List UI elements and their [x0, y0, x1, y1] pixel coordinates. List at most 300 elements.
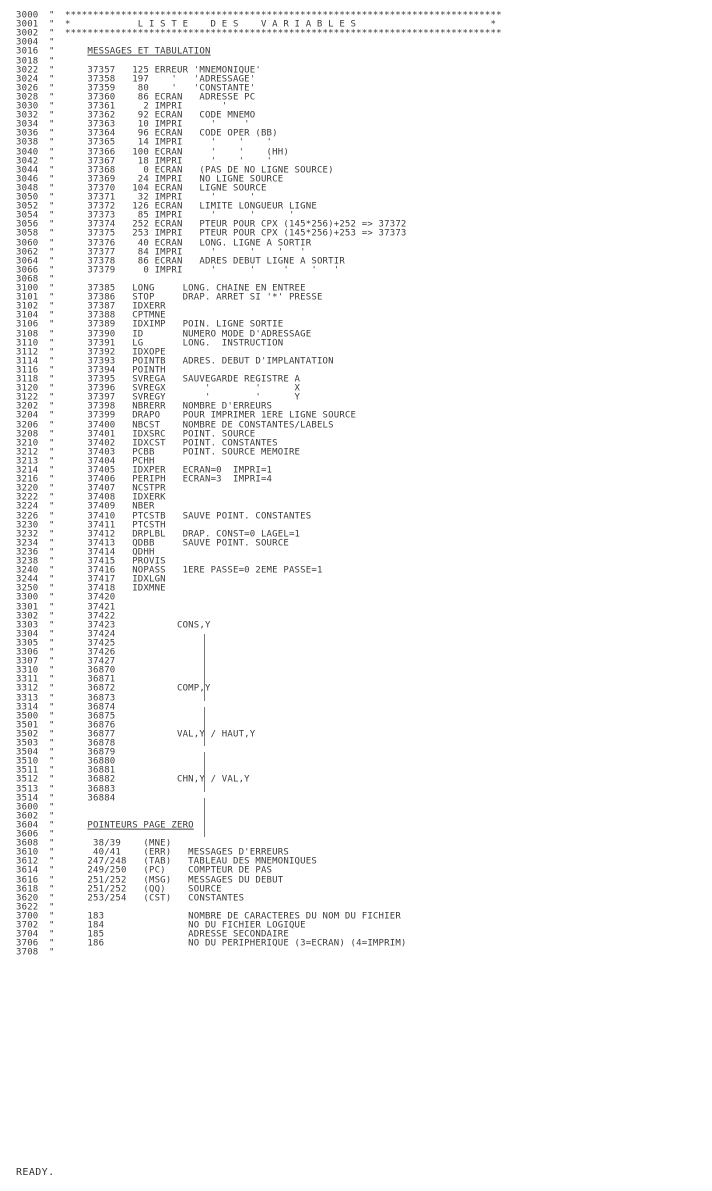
line-number: 3102 — [16, 302, 39, 312]
quote-mark: " — [49, 83, 55, 94]
quote-mark: " — [49, 511, 55, 522]
quote-mark: " — [49, 611, 55, 622]
listing-line — [16, 340, 283, 349]
quote-mark: " — [49, 839, 55, 849]
line-number: 3608 — [16, 839, 39, 849]
listing-line — [16, 440, 278, 449]
line-text: 37379 0 IMPRI ' ' ' ' ' — [87, 265, 340, 276]
line-text: 37375 253 IMPRI PTEUR POUR CPX (145*256)+253 => 37373 — [87, 229, 407, 239]
listing-line — [16, 503, 155, 512]
line-number: 3234 — [16, 538, 39, 549]
line-text: 185 ADRESSE SECONDAIRE — [87, 930, 289, 940]
quote-mark: " — [49, 365, 55, 376]
listing-line — [16, 349, 166, 358]
line-number: 3016 — [16, 47, 39, 57]
quote-mark: " — [49, 20, 55, 30]
line-number: 3602 — [16, 811, 39, 822]
line-number: 3112 — [16, 347, 39, 358]
line-number: 3048 — [16, 183, 39, 194]
line-text: 37404 PCHH — [87, 456, 155, 467]
quote-mark: " — [49, 447, 55, 458]
group-bracket — [204, 752, 205, 792]
line-number: 3050 — [16, 193, 39, 203]
listing-line — [16, 167, 334, 176]
line-text: 37367 18 IMPRI ' ' ' — [87, 156, 273, 167]
quote-mark: " — [49, 156, 55, 167]
line-number: 3042 — [16, 156, 39, 167]
line-number: 3204 — [16, 411, 39, 421]
line-text: 37378 86 ECRAN ADRES DEBUT LIGNE A SORTIR — [87, 256, 345, 267]
line-number: 3101 — [16, 293, 39, 303]
listing-line — [16, 48, 211, 57]
listing-line — [16, 431, 255, 440]
listing-line — [16, 622, 211, 631]
quote-mark: " — [49, 47, 55, 57]
listing-line — [16, 531, 300, 540]
line-number: 3244 — [16, 575, 39, 585]
quote-mark: " — [49, 720, 55, 731]
line-text: 40/41 (ERR) MESSAGES D'ERREURS — [87, 848, 289, 858]
quote-mark: " — [49, 147, 55, 158]
line-number: 3022 — [16, 65, 39, 76]
quote-mark: " — [49, 11, 55, 21]
ready-prompt: READY. — [16, 1167, 55, 1178]
line-number: 3226 — [16, 511, 39, 522]
listing-line — [16, 949, 87, 958]
line-number: 3044 — [16, 165, 39, 176]
line-text: 37357 125 ERREUR 'MNEMONIQUE' — [87, 65, 261, 76]
quote-mark: " — [49, 948, 55, 958]
line-text: 186 NO DU PERIPHERIQUE (3=ECRAN) (4=IMPRIM) — [87, 939, 407, 949]
quote-mark: " — [49, 593, 55, 603]
line-number: 3038 — [16, 138, 39, 148]
quote-mark: " — [49, 584, 55, 594]
quote-mark: " — [49, 420, 55, 431]
listing-line — [16, 358, 334, 367]
line-number: 3068 — [16, 274, 39, 285]
line-text: 37359 80 ' 'CONSTANTE' — [87, 83, 256, 94]
listing-line — [16, 321, 283, 330]
line-number: 3702 — [16, 921, 39, 931]
line-text: 37406 PERIPH ECRAN=3 IMPRI=4 — [87, 475, 273, 485]
line-number: 3303 — [16, 620, 39, 631]
quote-mark: " — [49, 684, 55, 694]
line-text: 36874 — [87, 702, 116, 713]
quote-mark: " — [49, 775, 55, 785]
line-number: 3064 — [16, 256, 39, 267]
listing-line — [16, 604, 115, 613]
line-text: 253/254 (CST) CONSTANTES — [87, 893, 245, 904]
quote-mark: " — [49, 174, 55, 185]
line-number: 3206 — [16, 420, 39, 431]
quote-mark: " — [49, 638, 55, 649]
section-heading: MESSAGES ET TABULATION — [87, 47, 211, 57]
quote-mark: " — [49, 793, 55, 804]
quote-mark: " — [49, 138, 55, 148]
line-number: 3106 — [16, 320, 39, 330]
line-text: 37394 POINTH — [87, 365, 166, 376]
quote-mark: " — [49, 902, 55, 913]
listing-line — [16, 249, 306, 258]
quote-mark: " — [49, 356, 55, 367]
line-text: 37370 104 ECRAN LIGNE SOURCE — [87, 183, 267, 194]
quote-mark: " — [49, 120, 55, 130]
line-text: 249/250 (PC) COMPTEUR DE PAS — [87, 866, 273, 876]
quote-mark: " — [49, 757, 55, 767]
line-text: 37422 — [87, 611, 116, 622]
quote-mark: " — [49, 211, 55, 221]
line-number: 3100 — [16, 284, 39, 294]
listing-line — [16, 867, 272, 876]
quote-mark: " — [49, 411, 55, 421]
quote-mark: " — [49, 629, 55, 640]
line-text: 36877 VAL,Y / HAUT,Y — [87, 729, 256, 740]
line-number: 3240 — [16, 566, 39, 576]
line-text: 37413 QDBB SAUVE POINT. SOURCE — [87, 538, 289, 549]
line-text: 37424 — [87, 629, 116, 640]
line-number: 3032 — [16, 111, 39, 121]
line-text: 184 NO DU FICHIER LOGIQUE — [87, 921, 306, 931]
line-number: 3110 — [16, 338, 39, 349]
line-text: 37395 SVREGA SAUVEGARDE REGISTRE A — [87, 375, 301, 385]
line-number: 3114 — [16, 356, 39, 367]
quote-mark: " — [49, 820, 55, 831]
line-number: 3066 — [16, 265, 39, 276]
line-number: 3600 — [16, 802, 39, 813]
line-number: 3034 — [16, 120, 39, 130]
line-number: 3001 — [16, 20, 39, 30]
line-number: 3104 — [16, 311, 39, 321]
quote-mark: " — [49, 338, 55, 349]
quote-mark: " — [49, 165, 55, 176]
line-number: 3512 — [16, 775, 39, 785]
quote-mark: " — [49, 502, 55, 512]
line-number: 3312 — [16, 684, 39, 694]
line-number: 3504 — [16, 748, 39, 758]
line-text: ****************************************************************************** — [65, 11, 502, 21]
quote-mark: " — [49, 493, 55, 503]
listing-line — [16, 513, 311, 522]
line-text: 37368 0 ECRAN (PAS DE NO LIGNE SOURCE) — [87, 165, 334, 176]
quote-mark: " — [49, 875, 55, 886]
line-number: 3232 — [16, 529, 39, 540]
line-number: 3238 — [16, 557, 39, 567]
line-text: 36870 — [87, 666, 116, 676]
line-text: 37369 24 IMPRI NO LIGNE SOURCE — [87, 174, 284, 185]
line-number: 3250 — [16, 584, 39, 594]
line-text: * L I S T E D E S V A R I A B L E S * — [65, 20, 497, 30]
line-text: 37426 — [87, 648, 116, 658]
line-number: 3503 — [16, 739, 39, 749]
line-number: 3606 — [16, 830, 39, 840]
quote-mark: " — [49, 384, 55, 394]
line-number: 3060 — [16, 238, 39, 249]
line-text: 37364 96 ECRAN CODE OPER (BB) — [87, 129, 278, 139]
line-text: 37417 IDXLGN — [87, 575, 166, 585]
listing-line — [16, 412, 356, 421]
line-text: 37405 IDXPER ECRAN=0 IMPRI=1 — [87, 466, 273, 476]
line-number: 3314 — [16, 702, 39, 713]
line-text: 37360 86 ECRAN ADRESSE PC — [87, 92, 256, 103]
line-text: 36880 — [87, 757, 116, 767]
line-text: 37358 197 ' 'ADRESSAGE' — [87, 74, 256, 85]
quote-mark: " — [49, 429, 55, 440]
quote-mark: " — [49, 193, 55, 203]
line-number: 3622 — [16, 902, 39, 913]
line-number: 3024 — [16, 74, 39, 85]
quote-mark: " — [49, 311, 55, 321]
line-number: 3313 — [16, 693, 39, 704]
line-number: 3202 — [16, 402, 39, 412]
line-number: 3122 — [16, 393, 39, 403]
line-number: 3212 — [16, 447, 39, 458]
line-number: 3120 — [16, 384, 39, 394]
quote-mark: " — [49, 229, 55, 239]
line-text: 37403 PCBB POINT. SOURCE MEMOIRE — [87, 447, 301, 458]
line-number: 3108 — [16, 329, 39, 340]
listing-line — [16, 294, 323, 303]
line-number: 3062 — [16, 247, 39, 258]
listing-line — [16, 422, 334, 431]
line-number: 3236 — [16, 547, 39, 558]
line-text: 37385 LONG LONG. CHAINE EN ENTREE — [87, 284, 306, 294]
quote-mark: " — [49, 857, 55, 867]
line-text: 37374 252 ECRAN PTEUR POUR CPX (145*256)+252 => 37372 — [87, 220, 407, 230]
line-text: 37386 STOP DRAP. ARRET SI '*' PRESSE — [87, 293, 323, 303]
quote-mark: " — [49, 811, 55, 822]
listing-line — [16, 139, 272, 148]
listing-line — [16, 713, 115, 722]
line-number: 3610 — [16, 848, 39, 858]
quote-mark: " — [49, 729, 55, 740]
listing-line — [16, 76, 255, 85]
quote-mark: " — [49, 866, 55, 876]
line-text: 36872 COMP,Y — [87, 684, 211, 694]
quote-mark: " — [49, 247, 55, 258]
line-number: 3004 — [16, 38, 39, 48]
line-number: 3618 — [16, 884, 39, 895]
quote-mark: " — [49, 848, 55, 858]
line-number: 3513 — [16, 784, 39, 795]
line-number: 3222 — [16, 493, 39, 503]
quote-mark: " — [49, 375, 55, 385]
line-text: 37365 14 IMPRI ' ' ' — [87, 138, 273, 148]
line-text: 37397 SVREGY ' ' Y — [87, 393, 301, 403]
line-number: 3058 — [16, 229, 39, 239]
line-number: 3052 — [16, 202, 39, 212]
quote-mark: " — [49, 202, 55, 212]
quote-mark: " — [49, 766, 55, 776]
quote-mark: " — [49, 702, 55, 713]
line-number: 3230 — [16, 520, 39, 531]
line-number: 3510 — [16, 757, 39, 767]
line-text: 37388 CPTMNE — [87, 311, 166, 321]
line-text: 251/252 (QQ) SOURCE — [87, 884, 222, 895]
quote-mark: " — [49, 547, 55, 558]
listing-line — [16, 230, 407, 239]
line-text: 37416 NOPASS 1ERE PASSE=0 2EME PASSE=1 — [87, 566, 323, 576]
listing-line — [16, 567, 323, 576]
group-bracket — [204, 634, 205, 701]
quote-mark: " — [49, 675, 55, 685]
line-number: 3002 — [16, 29, 39, 39]
line-text: 36875 — [87, 711, 116, 722]
line-number: 3018 — [16, 56, 39, 67]
line-text: 36881 — [87, 766, 116, 776]
line-number: 3306 — [16, 648, 39, 658]
line-number: 3220 — [16, 484, 39, 494]
line-text: 37400 NBCST NOMBRE DE CONSTANTES/LABELS — [87, 420, 334, 431]
quote-mark: " — [49, 284, 55, 294]
listing-line — [16, 795, 115, 804]
line-text: ****************************************************************************** — [65, 29, 502, 39]
line-text: 37371 32 IMPRI ' ' — [87, 193, 256, 203]
listing-line — [16, 895, 244, 904]
line-text: 37373 85 IMPRI ' ' ' — [87, 211, 295, 221]
quote-mark: " — [49, 648, 55, 658]
line-text: 36879 — [87, 748, 116, 758]
quote-mark: " — [49, 802, 55, 813]
line-text: 37377 84 IMPRI ' ' ' ' — [87, 247, 306, 258]
line-number: 3030 — [16, 102, 39, 112]
line-number: 3210 — [16, 438, 39, 449]
line-number: 3000 — [16, 11, 39, 21]
line-number: 3213 — [16, 456, 39, 467]
listing-line — [16, 886, 222, 895]
listing-line — [16, 695, 115, 704]
line-text: 36883 — [87, 784, 116, 795]
quote-mark: " — [49, 320, 55, 330]
quote-mark: " — [49, 538, 55, 549]
quote-mark: " — [49, 939, 55, 949]
line-number: 3224 — [16, 502, 39, 512]
quote-mark: " — [49, 784, 55, 795]
quote-mark: " — [49, 102, 55, 112]
line-text: 37407 NCSTPR — [87, 484, 166, 494]
line-text: 37421 — [87, 602, 116, 613]
listing-line — [16, 30, 502, 39]
line-text: 37393 POINTB ADRES. DEBUT D'IMPLANTATION — [87, 356, 334, 367]
line-text: 37398 NBRERR NOMBRE D'ERREURS — [87, 402, 273, 412]
line-number: 3118 — [16, 375, 39, 385]
quote-mark: " — [49, 183, 55, 194]
line-text: 37363 10 IMPRI ' ' — [87, 120, 250, 130]
line-number: 3310 — [16, 666, 39, 676]
quote-mark: " — [49, 238, 55, 249]
quote-mark: " — [49, 693, 55, 704]
quote-mark: " — [49, 56, 55, 67]
line-number: 3704 — [16, 930, 39, 940]
listing-line — [16, 594, 115, 603]
line-text: 37389 IDXIMP POIN. LIGNE SORTIE — [87, 320, 284, 330]
line-text: 36876 — [87, 720, 116, 731]
listing-line — [16, 804, 87, 813]
line-text: 37361 2 IMPRI ' — [87, 102, 228, 112]
group-bracket — [204, 707, 205, 747]
listing-line — [16, 331, 311, 340]
line-number: 3700 — [16, 911, 39, 922]
quote-mark: " — [49, 38, 55, 48]
line-text: 37391 LG LONG. INSTRUCTION — [87, 338, 284, 349]
quote-mark: " — [49, 739, 55, 749]
quote-mark: " — [49, 402, 55, 412]
group-bracket — [204, 798, 205, 838]
listing-line — [16, 522, 166, 531]
line-text: 37372 126 ECRAN LIMITE LONGUEUR LIGNE — [87, 202, 317, 212]
line-text: 37427 — [87, 657, 116, 667]
line-number: 3208 — [16, 429, 39, 440]
quote-mark: " — [49, 711, 55, 722]
listing-line — [16, 776, 250, 785]
line-text: 37420 — [87, 593, 116, 603]
line-number: 3708 — [16, 948, 39, 958]
quote-mark: " — [49, 602, 55, 613]
quote-mark: " — [49, 456, 55, 467]
quote-mark: " — [49, 884, 55, 895]
quote-mark: " — [49, 557, 55, 567]
line-text: 37418 IDXMNE — [87, 584, 166, 594]
quote-mark: " — [49, 921, 55, 931]
line-number: 3305 — [16, 638, 39, 649]
line-text: 37402 IDXCST POINT. CONSTANTES — [87, 438, 278, 449]
line-number: 3614 — [16, 866, 39, 876]
line-text: 37412 DRPLBL DRAP. CONST=0 LAGEL=1 — [87, 529, 301, 540]
listing-line — [16, 613, 115, 622]
quote-mark: " — [49, 74, 55, 85]
line-number: 3054 — [16, 211, 39, 221]
line-number: 3620 — [16, 893, 39, 904]
listing-line — [16, 258, 345, 267]
line-text: 36871 — [87, 675, 116, 685]
line-number: 3311 — [16, 675, 39, 685]
line-number: 3304 — [16, 629, 39, 640]
quote-mark: " — [49, 666, 55, 676]
line-text: 37409 NBER — [87, 502, 155, 512]
line-number: 3502 — [16, 729, 39, 740]
quote-mark: " — [49, 930, 55, 940]
line-number: 3706 — [16, 939, 39, 949]
line-text: 37366 100 ECRAN ' ' (HH) — [87, 147, 289, 158]
listing-line — [16, 58, 87, 67]
line-text: 37410 PTCSTB SAUVE POINT. CONSTANTES — [87, 511, 312, 522]
line-number: 3612 — [16, 857, 39, 867]
listing-line — [16, 877, 283, 886]
line-text: 37387 IDXERR — [87, 302, 166, 312]
line-number: 3116 — [16, 365, 39, 376]
listing-line — [16, 822, 194, 831]
line-number: 3056 — [16, 220, 39, 230]
listing-line — [16, 158, 272, 167]
line-text: 251/252 (MSG) MESSAGES DU DEBUT — [87, 875, 284, 886]
quote-mark: " — [49, 293, 55, 303]
line-number: 3036 — [16, 129, 39, 139]
quote-mark: " — [49, 393, 55, 403]
line-text: 36882 CHN,Y / VAL,Y — [87, 775, 250, 785]
line-number: 3514 — [16, 793, 39, 804]
quote-mark: " — [49, 575, 55, 585]
line-text: 37411 PTCSTH — [87, 520, 166, 531]
line-text: 37414 QDHH — [87, 547, 155, 558]
quote-mark: " — [49, 466, 55, 476]
line-number: 3028 — [16, 92, 39, 103]
quote-mark: " — [49, 620, 55, 631]
line-number: 3501 — [16, 720, 39, 731]
line-number: 3026 — [16, 83, 39, 94]
listing-line — [16, 149, 289, 158]
line-text: 37415 PROVIS — [87, 557, 166, 567]
quote-mark: " — [49, 329, 55, 340]
line-text: 37376 40 ECRAN LONG. LIGNE A SORTIR — [87, 238, 312, 249]
